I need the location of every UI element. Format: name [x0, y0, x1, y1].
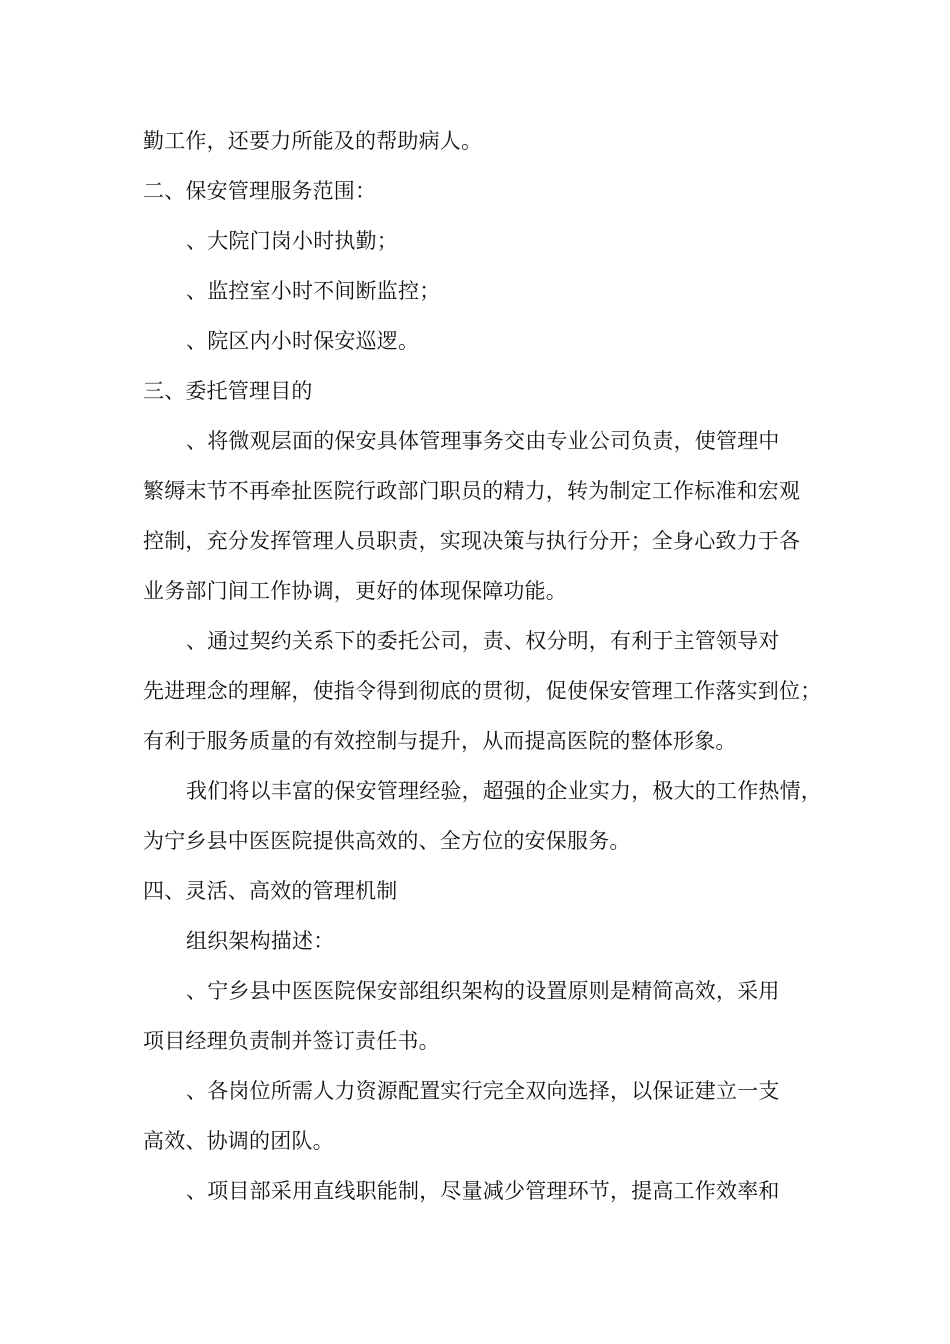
paragraph-line: 、各岗位所需人力资源配置实行完全双向选择，以保证建立一支 [186, 1079, 780, 1103]
paragraph-line: 业务部门间工作协调，更好的体现保障功能。 [143, 579, 567, 603]
paragraph-line: 为宁乡县中医医院提供高效的、全方位的安保服务。 [143, 829, 631, 853]
section-heading-3: 三、委托管理目的 [143, 379, 313, 403]
paragraph-line: 、通过契约关系下的委托公司，责、权分明，有利于主管领导对 [186, 629, 780, 653]
section-heading-4: 四、灵活、高效的管理机制 [143, 879, 398, 903]
paragraph-line: 控制，充分发挥管理人员职责，实现决策与执行分开；全身心致力于各 [143, 529, 801, 553]
list-item-monitoring: 、监控室小时不间断监控； [186, 279, 441, 303]
paragraph-line: 、宁乡县中医医院保安部组织架构的设置原则是精简高效，采用 [186, 979, 780, 1003]
paragraph-line: 有利于服务质量的有效控制与提升，从而提高医院的整体形象。 [143, 729, 737, 753]
paragraph-line: 项目经理负责制并签订责任书。 [143, 1029, 440, 1053]
paragraph-line: 先进理念的理解，使指令得到彻底的贯彻，促使保安管理工作落实到位； [143, 679, 822, 703]
paragraph-line: 高效、协调的团队。 [143, 1129, 334, 1153]
paragraph-line: 繁缛末节不再牵扯医院行政部门职员的精力，转为制定工作标准和宏观 [143, 479, 801, 503]
paragraph-line: 我们将以丰富的保安管理经验，超强的企业实力，极大的工作热情， [186, 779, 822, 803]
list-item-gate-duty: 、大院门岗小时执勤； [186, 229, 398, 253]
paragraph-line: 、将微观层面的保安具体管理事务交由专业公司负责，使管理中 [186, 429, 780, 453]
paragraph-line: 、项目部采用直线职能制，尽量减少管理环节，提高工作效率和 [186, 1179, 780, 1203]
subheading-org-structure: 组织架构描述： [186, 929, 335, 953]
section-heading-2: 二、保安管理服务范围： [143, 179, 377, 203]
list-item-patrol: 、院区内小时保安巡逻。 [186, 329, 420, 353]
text-line-continuation: 勤工作，还要力所能及的帮助病人。 [143, 129, 483, 153]
